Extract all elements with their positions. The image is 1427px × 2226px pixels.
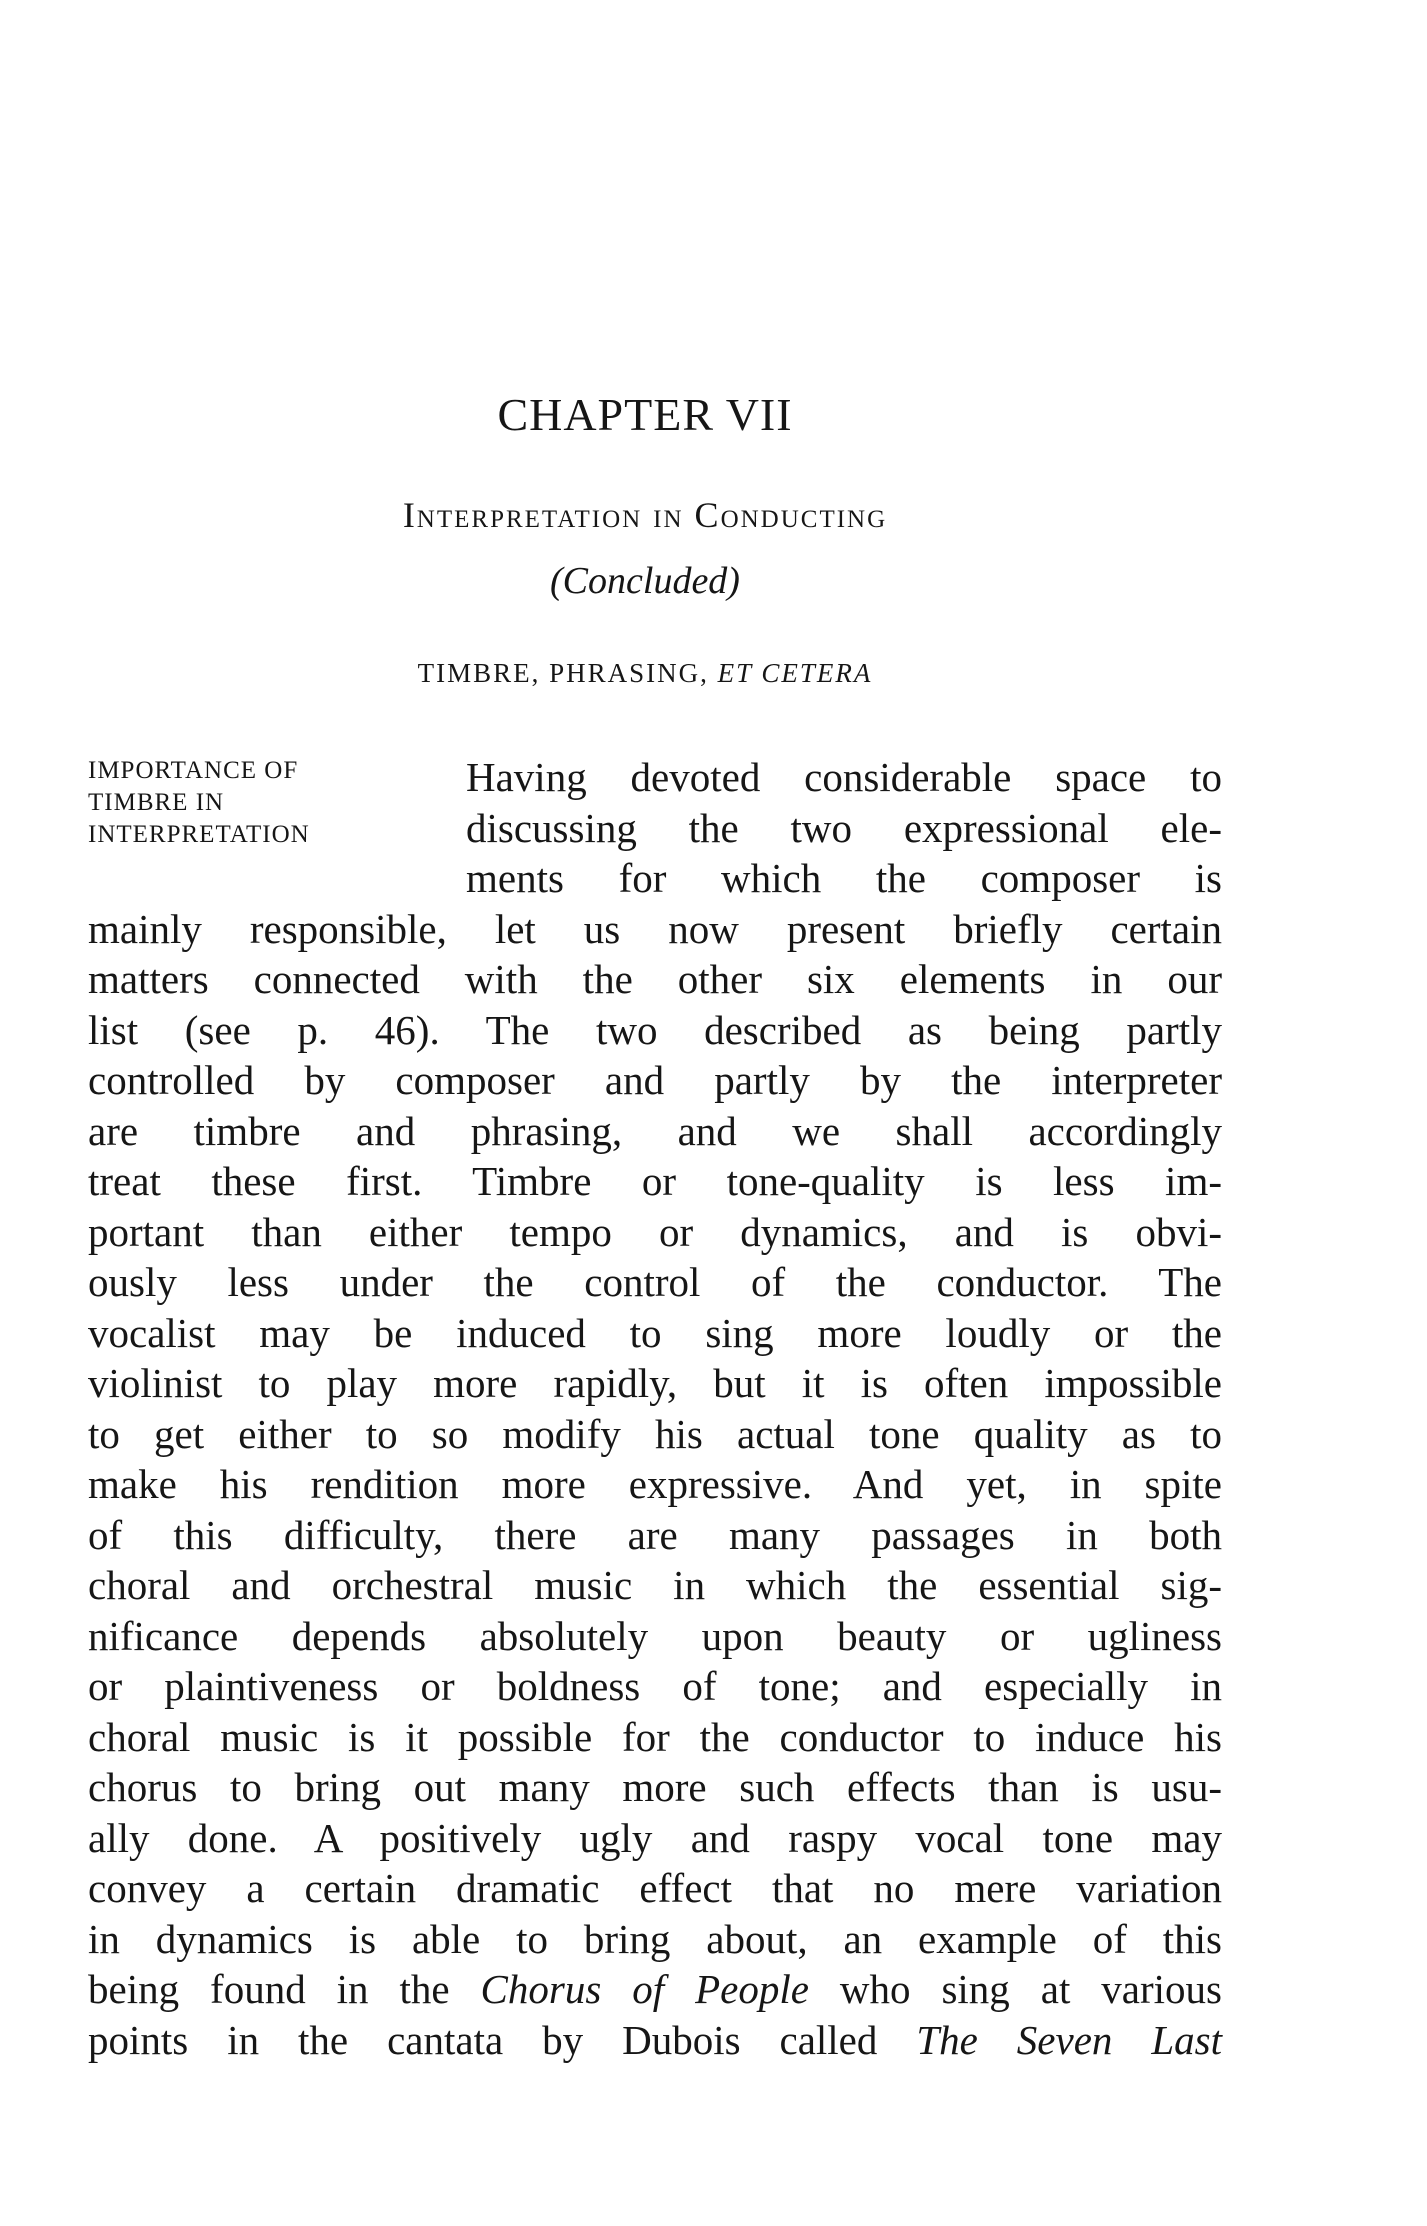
chapter-number: CHAPTER VII [497,389,793,440]
text-run: mainly responsible, let us now present briefly certain [88,905,1222,952]
text-run: ously less under the control of the conductor. The [88,1259,1222,1305]
chapter-note: (Concluded) [550,560,740,602]
margin-note-line: IMPORTANCE OF [88,757,299,784]
text-line [88,1762,1222,1813]
body-paragraph [88,752,1222,2065]
text-line [88,803,1222,854]
text-line [88,2015,1222,2066]
text-line [88,1510,1222,1561]
text-line [88,1863,1222,1914]
text-run: being found in the [88,1966,481,2012]
text-line [88,752,1222,803]
text-run: violinist to play more rapidly, but it is often impossible [88,1360,1222,1406]
text-run: in dynamics is able to bring about, an example of this [88,1915,1222,1962]
text-run: who sing at various [808,1966,1222,2012]
text-line [88,1964,1222,2015]
section-heading [0,660,1290,687]
text-line [88,1358,1222,1409]
text-run: ments for which the composer is [466,855,1222,901]
text-line [88,1005,1222,1056]
text-run: vocalist may be induced to sing more loudly or the [88,1309,1222,1356]
text-line [88,1560,1222,1611]
margin-note-line: INTERPRETATION [88,821,310,848]
text-run: choral music is it possible for the conductor to induce his [88,1713,1222,1760]
text-run: to get either to so modify his actual tone quality as to [88,1410,1222,1457]
text-run: Having devoted considerable space to [466,754,1222,800]
text-line [88,1611,1222,1662]
text-run: discussing the two expressional ele- [466,804,1222,851]
text-run: are timbre and phrasing, and we shall accordingly [88,1107,1222,1154]
text-line [88,1409,1222,1460]
text-line [88,1156,1222,1207]
text-run: list (see p. 46). The two described as being partly [88,1006,1222,1053]
text-run: controlled by composer and partly by the interpreter [88,1057,1222,1103]
text-line [88,1055,1222,1106]
text-run: make his rendition more expressive. And yet, in spite [88,1461,1222,1507]
text-line [88,1914,1222,1965]
text-line [88,1459,1222,1510]
text-line [88,1207,1222,1258]
chapter-title: Interpretation in Conducting [402,495,888,535]
text-line [88,1257,1222,1308]
text-run: points in the cantata by Dubois called [88,2016,917,2063]
text-run: portant than either tempo or dynamics, and is obvi- [88,1208,1222,1255]
text-line [88,1106,1222,1157]
text-run: choral and orchestral music in which the essential sig- [88,1562,1222,1608]
text-run: nificance depends absolutely upon beauty or ugliness [88,1612,1222,1659]
text-line [88,954,1222,1005]
text-run: treat these first. Timbre or tone-quality is less im- [88,1158,1222,1204]
text-line [88,1661,1222,1712]
text-run: matters connected with the other six elements in our [88,956,1222,1002]
text-line [88,1712,1222,1763]
section-heading-main: TIMBRE, PHRASING, [417,658,718,688]
text-run: or plaintiveness or boldness of tone; and especially in [88,1663,1222,1709]
section-heading-italic: ET CETERA [717,658,873,688]
text-line [88,904,1222,955]
margin-note-line: TIMBRE IN [88,789,225,816]
text-run: convey a certain dramatic effect that no mere variation [88,1865,1222,1911]
text-line [88,853,1222,904]
text-run: of this difficulty, there are many passages in both [88,1511,1222,1558]
italic-title: The Seven Last [916,2016,1223,2063]
text-run: ally done. A positively ugly and raspy vocal tone may [88,1814,1222,1861]
text-line [88,1308,1222,1359]
text-run: chorus to bring out many more such effects than is usu- [88,1764,1222,1810]
text-line [88,1813,1222,1864]
italic-title: Chorus of People [480,1966,809,2012]
